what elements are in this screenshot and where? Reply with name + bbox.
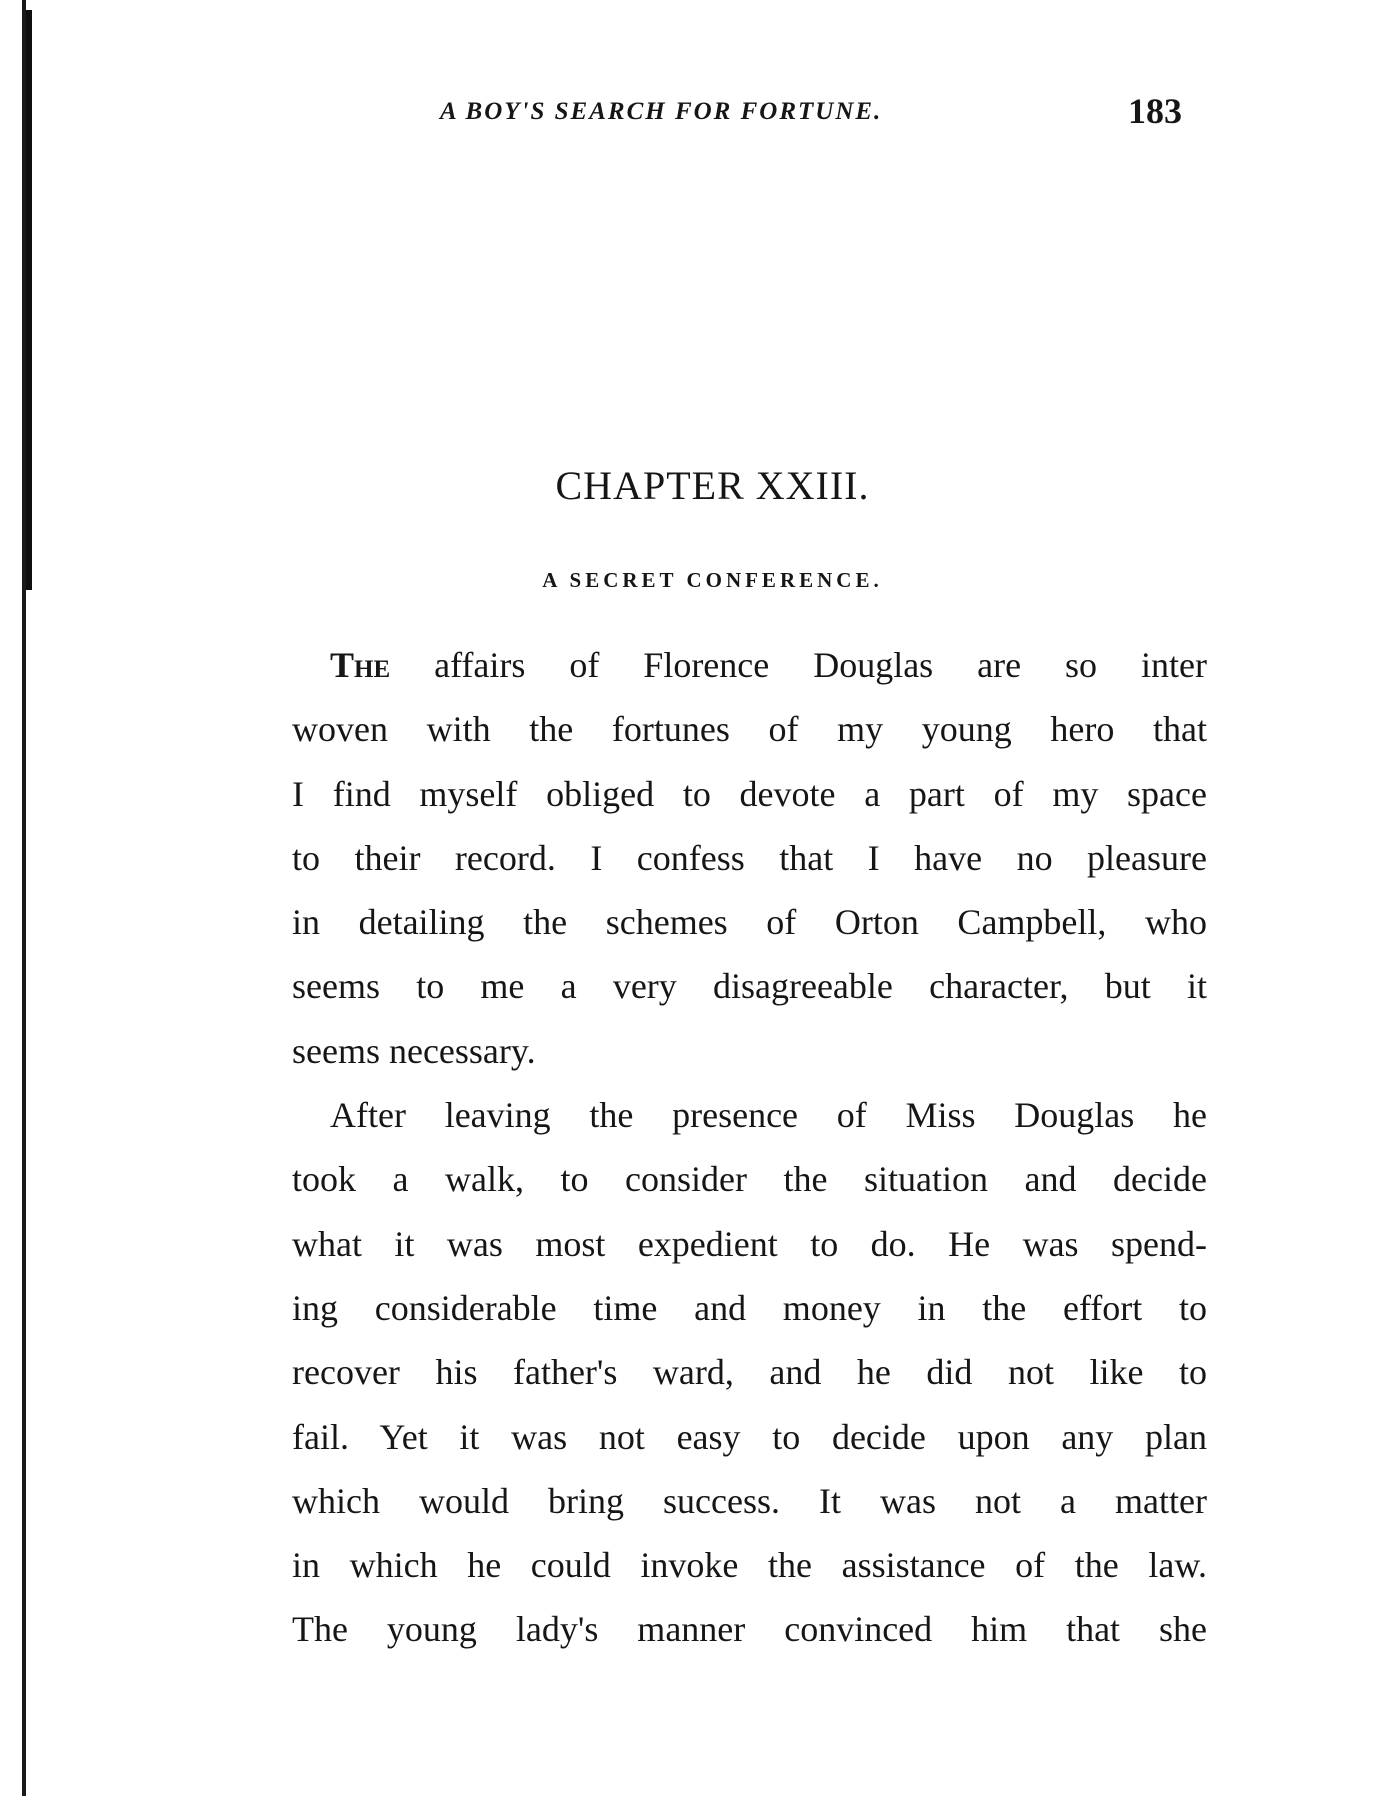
text-line: ing considerable time and money in the effort to [292, 1287, 1207, 1328]
text-line: seems necessary. [292, 1030, 536, 1071]
text-line: what it was most expedient to do. He was spend- [292, 1223, 1207, 1264]
text-line: took a walk, to consider the situation and decide [292, 1159, 1207, 1200]
text-line: fail. Yet it was not easy to decide upon any plan [292, 1416, 1207, 1457]
text-line: The young lady's manner convinced him that she [292, 1609, 1207, 1650]
chapter-subtitle: A SECRET CONFERENCE. [542, 568, 883, 592]
drop-word: The [330, 645, 391, 685]
text-line: woven with the fortunes of my young hero that [292, 709, 1207, 750]
text-line: which would bring success. It was not a matter [292, 1480, 1207, 1521]
running-head: A BOY'S SEARCH FOR FORTUNE. [440, 98, 883, 125]
text-line: seems to me a very disagreeable character, but it [292, 966, 1207, 1007]
body-text [292, 633, 1207, 1662]
text-line: I find myself obliged to devote a part of my space [292, 773, 1207, 814]
text-line: The affairs of Florence Douglas are so inter [330, 645, 1207, 685]
chapter-title: CHAPTER XXIII. [555, 463, 870, 508]
text-line: in which he could invoke the assistance of the law. [292, 1545, 1207, 1586]
text-line: to their record. I confess that I have no pleasure [292, 837, 1207, 878]
text-line: in detailing the schemes of Orton Campbell, who [292, 902, 1207, 943]
text-line: After leaving the presence of Miss Douglas he [330, 1095, 1207, 1136]
text-line: recover his father's ward, and he did not like to [292, 1352, 1207, 1393]
page-number: 183 [1128, 91, 1182, 131]
